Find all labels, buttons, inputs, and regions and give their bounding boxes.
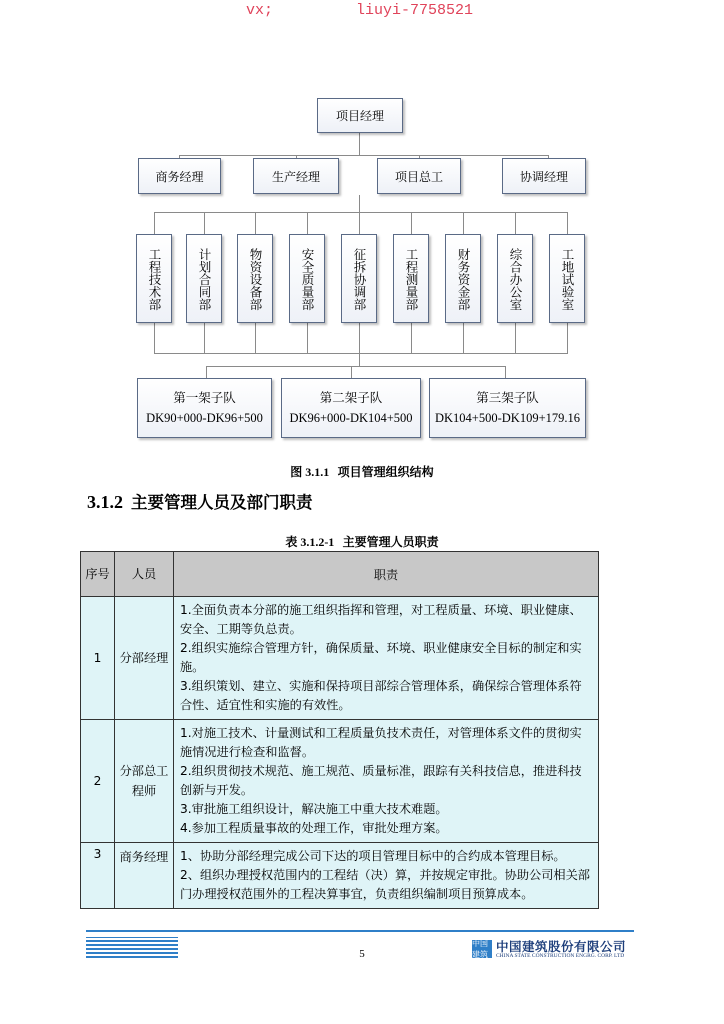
row-duties [174, 843, 599, 909]
org-chart [0, 0, 724, 450]
footer-divider [86, 930, 634, 932]
section-number: 3.1.2 [87, 492, 123, 512]
duty-item: 4.参加工程质量事故的处理工作，审批处理方案。 [180, 821, 448, 835]
duty-item: 1.对施工技术、计量测试和工程质量负技术责任，对管理体系文件的贯彻实施情况进行检查和监督。 [180, 726, 582, 759]
org-dept: 工程技术部 [136, 234, 172, 323]
duty-item: 1、协助分部经理完成公司下达的项目管理目标中的合约成本管理目标。 [180, 849, 566, 863]
org-team-3 [429, 378, 586, 438]
row-duties [174, 720, 599, 843]
org-manager-commerce: 商务经理 [138, 158, 221, 194]
section-title: 主要管理人员及部门职责 [131, 493, 313, 512]
header-no: 序号 [81, 552, 115, 597]
figure-caption-text: 项目管理组织结构 [337, 465, 434, 479]
org-manager-coordination: 协调经理 [502, 158, 586, 194]
org-dept: 综合办公室 [497, 234, 533, 323]
company-logo-icon: 中国建筑 [472, 940, 492, 958]
company-logo [472, 938, 637, 962]
table-row [81, 597, 599, 720]
table-caption-text: 主要管理人员职责 [342, 535, 439, 549]
header-role: 人员 [115, 552, 174, 597]
org-dept: 工程测量部 [393, 234, 429, 323]
org-manager-production: 生产经理 [253, 158, 339, 194]
org-dept: 财务资金部 [445, 234, 481, 323]
duty-item: 2.组织贯彻技术规范、施工规范、质量标准，跟踪有关科技信息，推进科技创新与开发。 [180, 764, 582, 797]
company-name-en: CHINA STATE CONSTRUCTION ENGRG. CORP. LTD [496, 953, 625, 959]
watermark-contact: liuyi-7758521 [356, 2, 474, 19]
team-name: 第二架子队 [319, 390, 383, 405]
company-name-cn: 中国建筑股份有限公司 [496, 939, 627, 954]
row-role: 分部总工程师 [115, 720, 174, 843]
org-dept: 安全质量部 [289, 234, 325, 323]
row-role: 分部经理 [115, 597, 174, 720]
team-section: DK90+000-DK96+500 [146, 411, 263, 425]
table-row [81, 720, 599, 843]
row-no: 1 [81, 597, 115, 720]
team-name: 第三架子队 [476, 390, 539, 405]
table-caption [0, 533, 724, 550]
org-manager-chief-engineer: 项目总工 [377, 158, 461, 194]
duty-item: 3.审批施工组织设计，解决施工中重大技术难题。 [180, 802, 448, 816]
org-team-1 [137, 378, 272, 438]
duty-item: 3.组织策划、建立、实施和保持项目部综合管理体系，确保综合管理体系符合性、适宜性和实施的有效性。 [180, 679, 582, 712]
duty-item: 2.组织实施综合管理方针，确保质量、环境、职业健康安全目标的制定和实施。 [180, 641, 582, 674]
watermark-vx: vx; [246, 2, 274, 19]
row-no: 2 [81, 720, 115, 843]
section-heading [87, 489, 313, 513]
figure-caption [0, 463, 724, 480]
table-header-row [81, 552, 599, 597]
org-team-2 [281, 378, 421, 438]
org-dept: 计划合同部 [186, 234, 222, 323]
team-name: 第一架子队 [173, 390, 236, 405]
org-dept: 工地试验室 [549, 234, 585, 323]
duties-table [80, 551, 599, 909]
page-number: 5 [359, 948, 365, 960]
header-duty: 职责 [174, 552, 599, 597]
duty-item: 1.全面负责本分部的施工组织指挥和管理，对工程质量、环境、职业健康、安全、工期等负总责。 [180, 603, 582, 636]
row-duties [174, 597, 599, 720]
table-row [81, 843, 599, 909]
row-no: 3 [81, 843, 115, 909]
org-dept: 物资设备部 [237, 234, 273, 323]
team-section: DK96+000-DK104+500 [289, 411, 413, 425]
table-caption-num: 表 3.1.2-1 [285, 535, 335, 549]
figure-caption-num: 图 3.1.1 [290, 465, 330, 479]
duty-item: 2、组织办理授权范围内的工程结（决）算，并按规定审批。协助公司相关部门办理授权范围外的工程决算事宜，负责组织编制项目预算成本。 [180, 868, 590, 901]
row-role: 商务经理 [115, 843, 174, 909]
org-top-project-manager: 项目经理 [317, 98, 403, 133]
org-dept: 征拆协调部 [341, 234, 377, 323]
team-section: DK104+500-DK109+179.16 [435, 411, 580, 425]
